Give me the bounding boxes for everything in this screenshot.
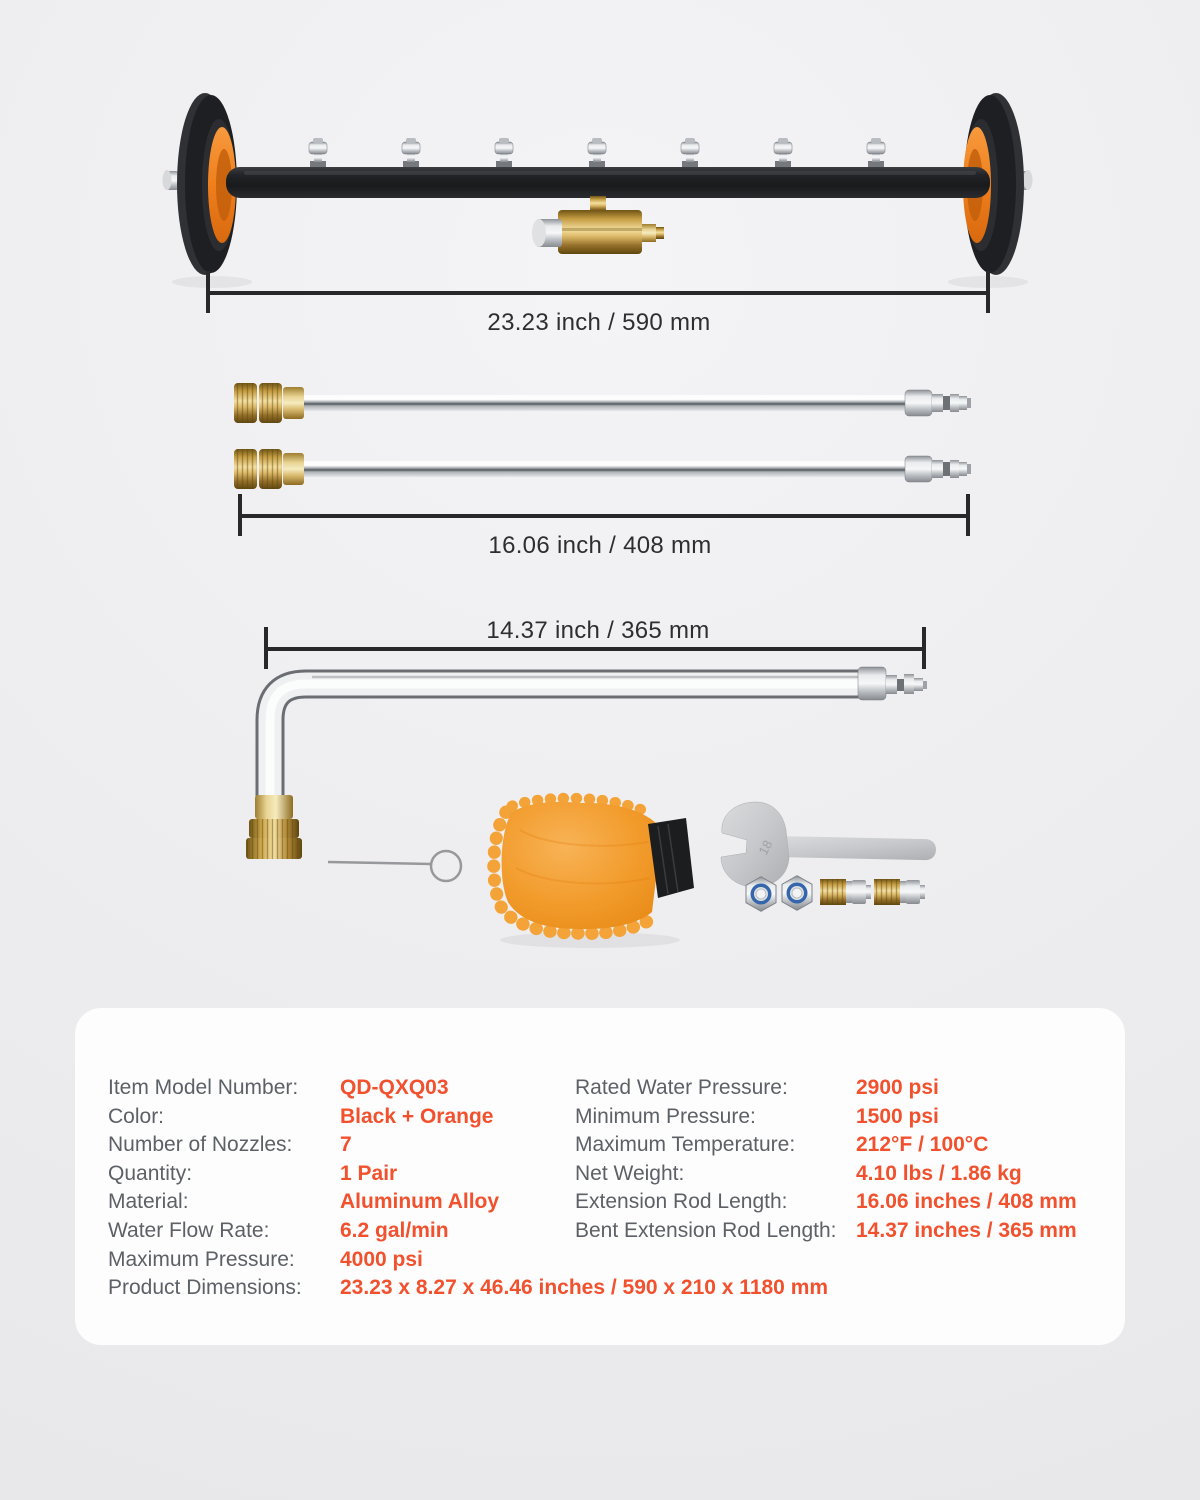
spec-value: 212°F / 100°C [856,1133,989,1157]
spec-row-min-pressure [575,1103,1095,1132]
spec-row-ext-rod-length [575,1188,1095,1217]
spec-value: 7 [340,1133,352,1157]
bent-tube-shine [270,684,868,797]
specification-card [75,1008,1125,1345]
spec-row-max-pressure [108,1246,570,1275]
spec-value: Aluminum Alloy [340,1190,500,1214]
cleaning-pin [328,851,461,881]
mitt-body [502,802,662,929]
spec-label: Quantity: [108,1161,193,1185]
threaded-fitting-2 [874,879,925,905]
accessories [328,798,936,948]
spec-value: 1500 psi [856,1104,939,1128]
spec-row-product-dimensions [108,1274,828,1303]
spec-value: 23.23 x 8.27 x 46.46 inches / 590 x 210 x 1180 mm [340,1276,829,1300]
spec-row-color [108,1103,570,1132]
bent-tube-body [270,684,868,797]
bent-tube-edge [270,684,868,797]
axle-bolt-cap [163,170,172,190]
wash-mitt [494,798,694,948]
spec-label: Item Model Number: [108,1076,299,1099]
spec-value: 1 Pair [340,1161,398,1185]
spec-row-net-weight [575,1160,1095,1189]
spec-column-left [108,1074,570,1274]
spec-label: Material: [108,1190,189,1214]
spec-row-nozzles [108,1131,570,1160]
spec-row-flow-rate [108,1217,570,1246]
spec-value: 4.10 lbs / 1.86 kg [856,1161,1022,1185]
dimension-label-cleaner-width: 23.23 inch / 590 mm [487,309,711,336]
wheel-shadow [172,276,252,288]
spec-label: Minimum Pressure: [575,1104,756,1128]
left-wheel [163,93,238,275]
spec-row-quantity [108,1160,570,1189]
spec-value: 4000 psi [340,1247,423,1271]
spray-bar-highlight [244,171,976,175]
extension-rod-2 [234,449,971,489]
spec-value: QD-QXQ03 [340,1076,449,1099]
spec-label: Net Weight: [575,1161,685,1185]
dimension-line-rod [238,494,970,536]
nozzles [309,138,885,167]
spec-value: 2900 psi [856,1076,939,1099]
dimension-label-extension-rod: 16.06 inch / 408 mm [488,532,712,559]
dimension-label-bent-rod: 14.37 inch / 365 mm [486,617,710,644]
inlet-valve [532,196,664,254]
spec-row-material [108,1188,570,1217]
spec-label: Number of Nozzles: [108,1133,293,1157]
spec-row-max-temperature [575,1131,1095,1160]
spec-row-model [108,1074,570,1103]
spec-label: Maximum Pressure: [108,1247,295,1271]
spec-column-right [575,1074,1095,1246]
axle-bolt-cap [1024,170,1033,190]
threaded-fitting-1 [820,879,871,905]
spec-label: Extension Rod Length: [575,1190,788,1214]
spec-label: Water Flow Rate: [108,1218,270,1242]
spec-label: Rated Water Pressure: [575,1076,788,1099]
spec-label: Product Dimensions: [108,1276,302,1300]
wrench [721,802,936,887]
spec-value: 14.37 inches / 365 mm [856,1218,1077,1242]
bent-rod-plug [858,667,927,700]
spec-label: Bent Extension Rod Length: [575,1218,837,1242]
wrench-size-stamp: 18 [755,837,776,858]
dimension-line-cleaner [206,271,990,313]
lock-nut-2 [782,876,812,911]
spec-row-rated-pressure [575,1074,1095,1103]
spec-value: Black + Orange [340,1104,494,1128]
bent-rod-coupler [246,795,302,859]
spec-label: Color: [108,1104,165,1128]
spec-row-bent-rod-length [575,1217,1095,1246]
spec-value: 6.2 gal/min [340,1218,449,1242]
extension-rod-1 [234,383,971,423]
spec-label: Maximum Temperature: [575,1133,796,1157]
undercarriage-cleaner [163,93,1033,313]
spec-value: 16.06 inches / 408 mm [856,1190,1077,1214]
extension-rods [234,383,971,536]
